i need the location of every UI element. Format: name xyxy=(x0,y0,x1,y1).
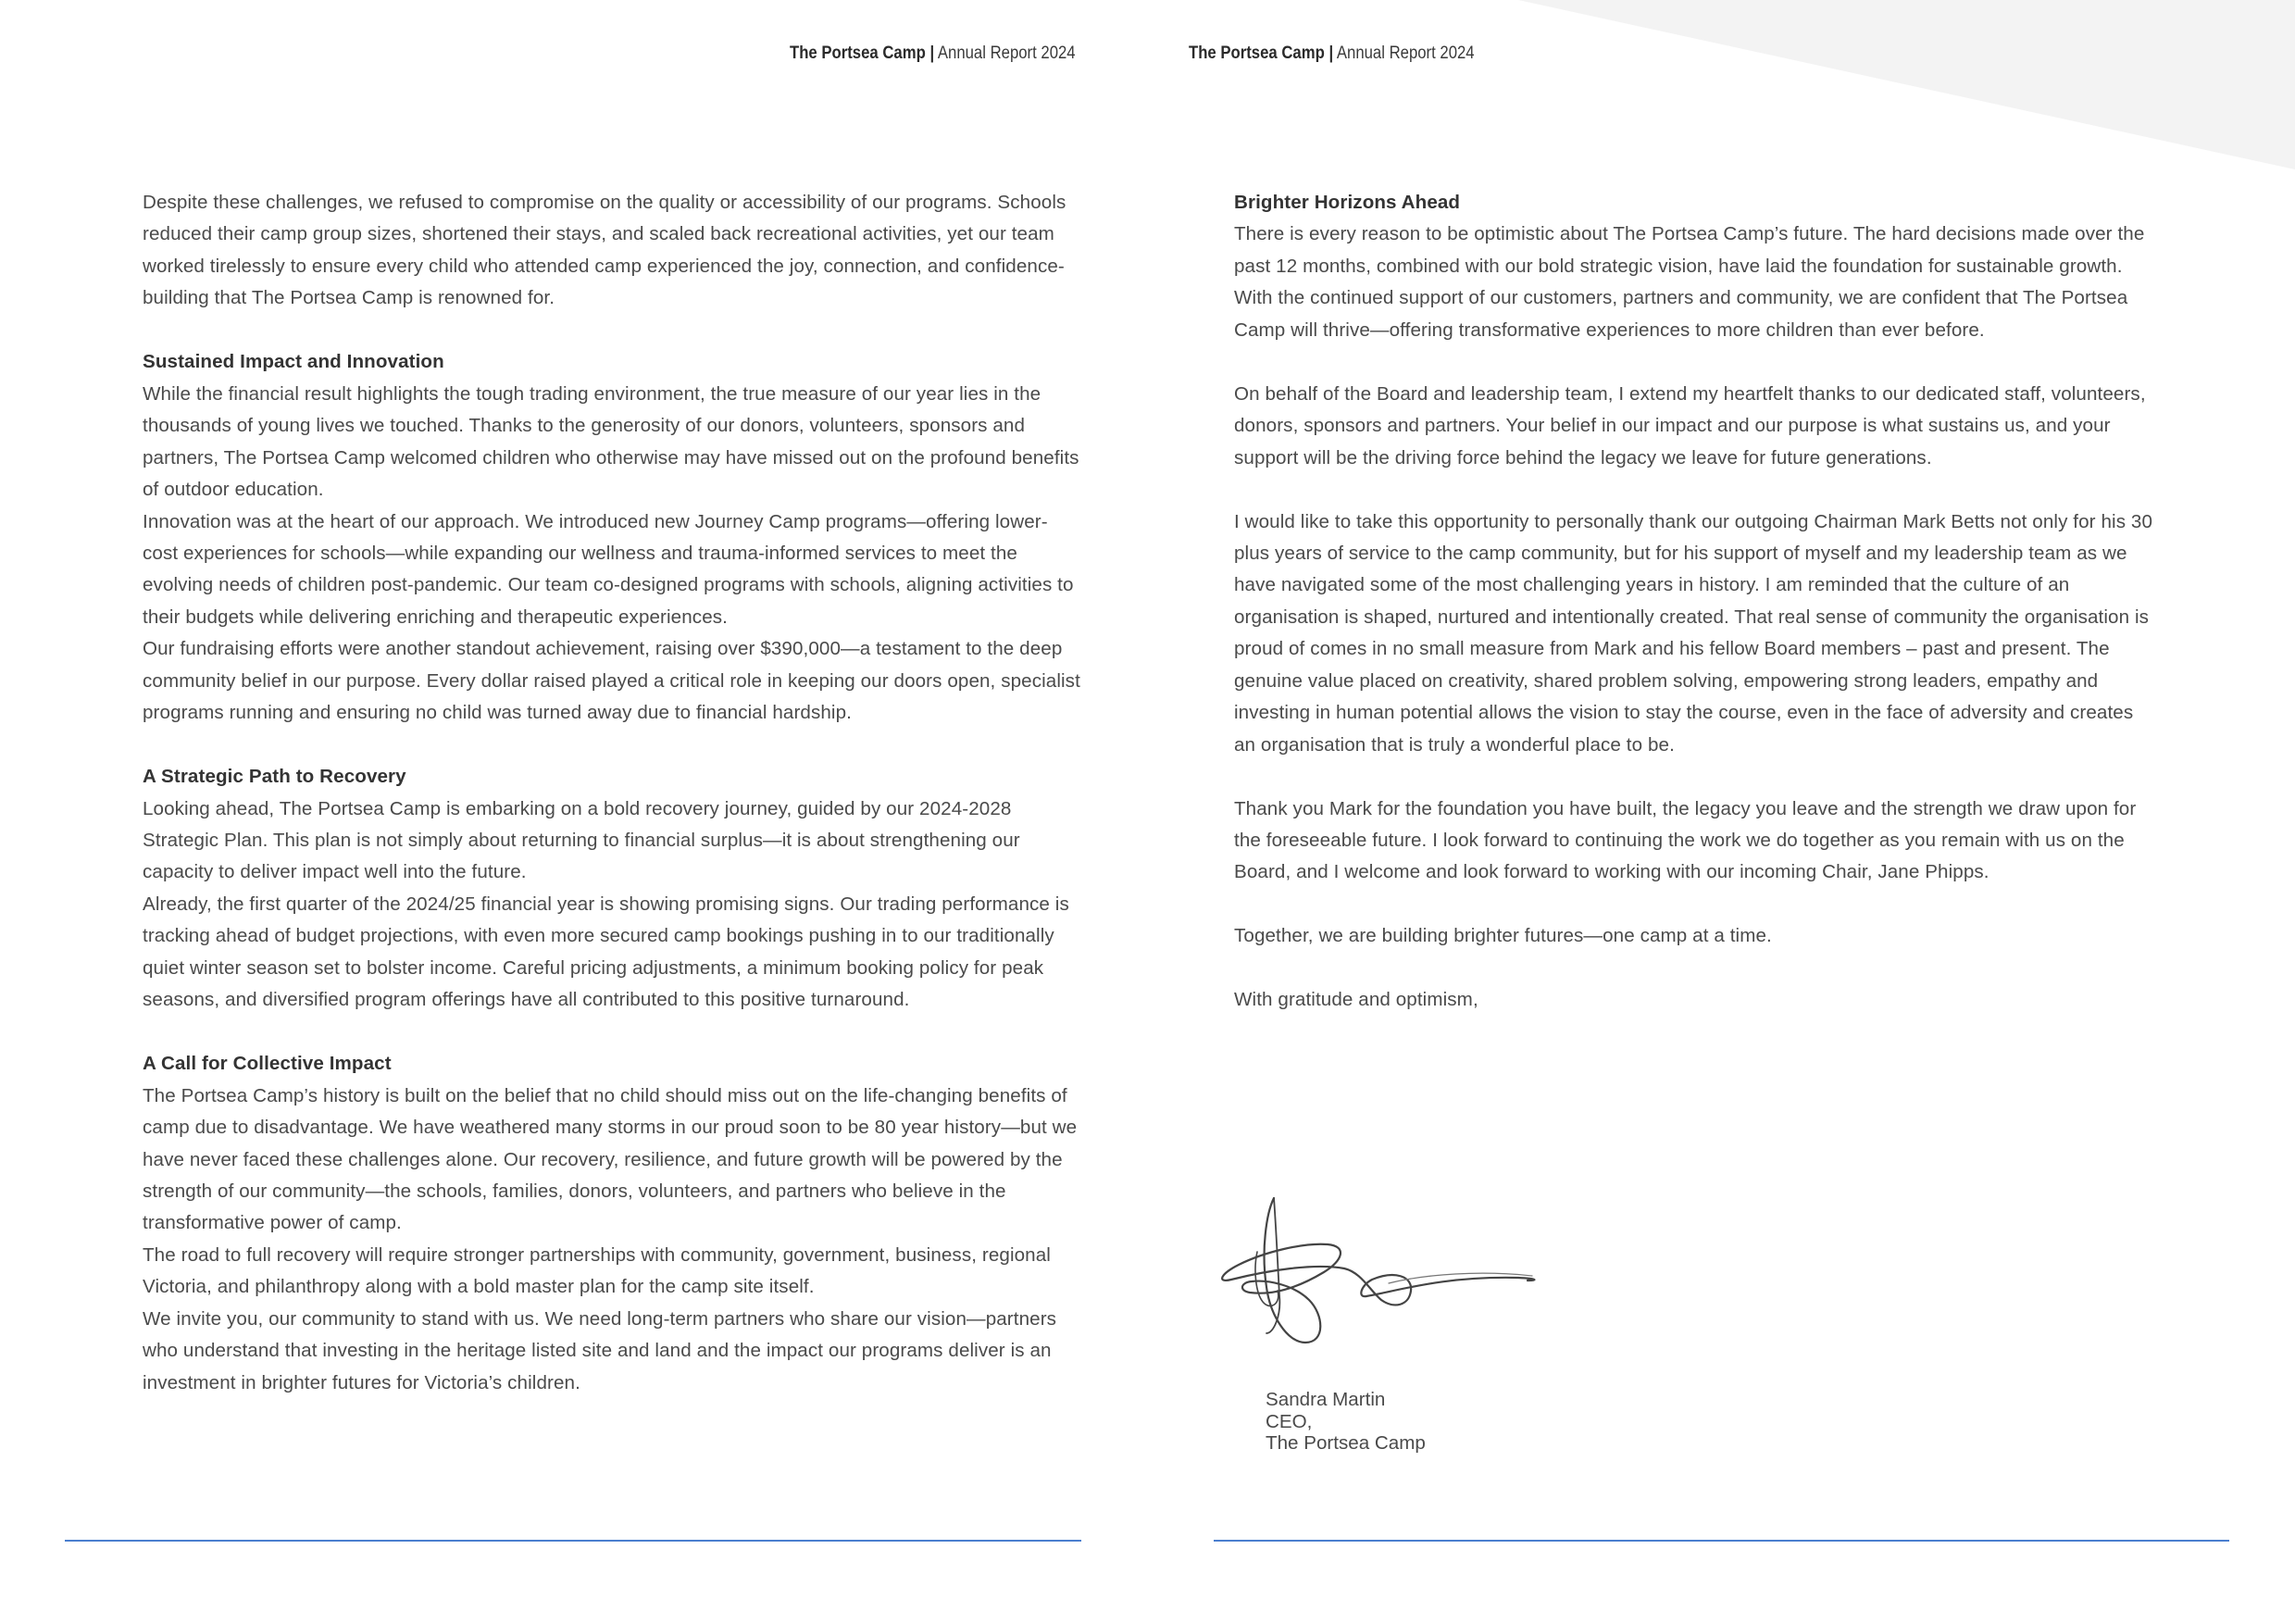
paragraph: The road to full recovery will require stronger partnerships with community, government, business, regional Victoria, and philanthropy along with a bold master plan for the camp site itself. xyxy=(143,1243,1051,1298)
header-brand: The Portsea Camp xyxy=(790,44,926,63)
page-header-right xyxy=(1189,44,1475,64)
paragraph: The Portsea Camp’s history is built on the belief that no child should miss out on the life-changing benefits of camp due to disadvantage. We have weathered many storms in our proud soon to be 80 year history—but we have never faced these challenges alone. Our recovery, resilience, and future growth will be powered by the strength of our community—the schools, families, donors, volunteers, and partners who believe in the transformative power of camp. xyxy=(143,1084,1078,1234)
footer-rule-right xyxy=(1214,1540,2229,1542)
paragraph: Together, we are building brighter futures—one camp at a time. xyxy=(1234,925,1772,947)
footer-rule-left xyxy=(65,1540,1081,1542)
page-header-left xyxy=(790,44,1076,64)
header-brand: The Portsea Camp xyxy=(1189,44,1325,63)
signoff-block xyxy=(1266,1389,1426,1455)
paragraph: Our fundraising efforts were another standout achievement, raising over $390,000—a testament to the deep community belief in our purpose. Every dollar raised played a critical role in keeping our doors open, specialist programs running and ensuring no child was turned away due to financial hardship. xyxy=(143,638,1080,724)
handwritten-signature xyxy=(1213,1194,1546,1352)
header-separator: | xyxy=(1328,44,1334,63)
paragraph: Looking ahead, The Portsea Camp is embarking on a bold recovery journey, guided by our 2024-2028 Strategic Plan. This plan is not simply about returning to financial surplus—it is about strengthening our capacity to deliver impact well into the future. xyxy=(143,797,1020,883)
paragraph: Innovation was at the heart of our approach. We introduced new Journey Camp programs—offering lower-cost experiences for schools—while expanding our wellness and trauma-informed services to meet the evolving needs of children post-pandemic. Our team co-designed programs with schools, aligning activities to their budgets while delivering enriching and therapeutic experiences. xyxy=(143,510,1074,628)
signatory-name: Sandra Martin xyxy=(1266,1389,1386,1410)
left-page-column xyxy=(143,187,1082,1399)
paragraph: On behalf of the Board and leadership team, I extend my heartfelt thanks to our dedicated staff, volunteers, donors, sponsors and partners. Your belief in our impact and our purpose is what sustains us, and your support will be the driving force behind the legacy we leave for future generations. xyxy=(1234,382,2146,468)
signatory-title: CEO, xyxy=(1266,1410,1313,1432)
section-heading-call-for-impact: A Call for Collective Impact xyxy=(143,1053,392,1075)
right-page-column xyxy=(1234,187,2160,1017)
header-report-title: Annual Report 2024 xyxy=(1336,44,1475,63)
paragraph: I would like to take this opportunity to personally thank our outgoing Chairman Mark Betts not only for his 30 plus years of service to the camp community, but for his support of myself and my leadership team as we have navigated some of the most challenging years in history. I am reminded that the culture of an organisation is shaped, nurtured and intentionally created. That real sense of community the organisation is proud of comes in no small measure from Mark and his fellow Board members – past and present. The genuine value placed on creativity, shared problem solving, empowering strong leaders, empathy and investing in human potential allows the vision to stay the course, even in the face of adversity and creates an organisation that is truly a wonderful place to be. xyxy=(1234,510,2153,756)
section-heading-sustained-impact: Sustained Impact and Innovation xyxy=(143,351,444,373)
closing-line: With gratitude and optimism, xyxy=(1234,989,1478,1011)
paragraph: We invite you, our community to stand with us. We need long-term partners who share our vision—partners who understand that investing in the heritage listed site and land and the impact our programs deliver is an investment in brighter futures for Victoria’s children. xyxy=(143,1307,1057,1393)
header-report-title: Annual Report 2024 xyxy=(937,44,1076,63)
section-heading-brighter-horizons: Brighter Horizons Ahead xyxy=(1234,192,1461,213)
paragraph: Thank you Mark for the foundation you have built, the legacy you leave and the strength we draw upon for the foreseeable future. I look forward to continuing the work we do together as you remain with us on the Board, and I welcome and look forward to working with our incoming Chair, Jane Phipps. xyxy=(1234,797,2137,883)
paragraph: While the financial result highlights the tough trading environment, the true measure of our year lies in the thousands of young lives we touched. Thanks to the generosity of our donors, volunteers, sponsors and partners, The Portsea Camp welcomed children who otherwise may have missed out on the profound benefits of outdoor education. xyxy=(143,382,1079,501)
section-heading-strategic-path: A Strategic Path to Recovery xyxy=(143,766,406,788)
intro-paragraph: Despite these challenges, we refused to compromise on the quality or accessibility of our programs. Schools reduced their camp group sizes, shortened their stays, and scaled back recreational activities, yet our team worked tirelessly to ensure every child who attended camp experienced the joy, connection, and confidence-building that The Portsea Camp is renowned for. xyxy=(143,192,1066,309)
signatory-organisation: The Portsea Camp xyxy=(1266,1432,1426,1454)
header-separator: | xyxy=(929,44,935,63)
paragraph: Already, the first quarter of the 2024/25 financial year is showing promising signs. Our trading performance is tracking ahead of budget projections, with even more secured camp bookings pushing in to our traditionally quiet winter season set to bolster income. Careful pricing adjustments, a minimum booking policy for peak seasons, and diversified program offerings have all contributed to this positive turnaround. xyxy=(143,893,1069,1011)
paragraph: There is every reason to be optimistic about The Portsea Camp’s future. The hard decisions made over the past 12 months, combined with our bold strategic vision, have laid the foundation for sustainable growth. With the continued support of our customers, partners and community, we are confident that The Portsea Camp will thrive—offering transformative experiences to more children than ever before. xyxy=(1234,223,2145,341)
